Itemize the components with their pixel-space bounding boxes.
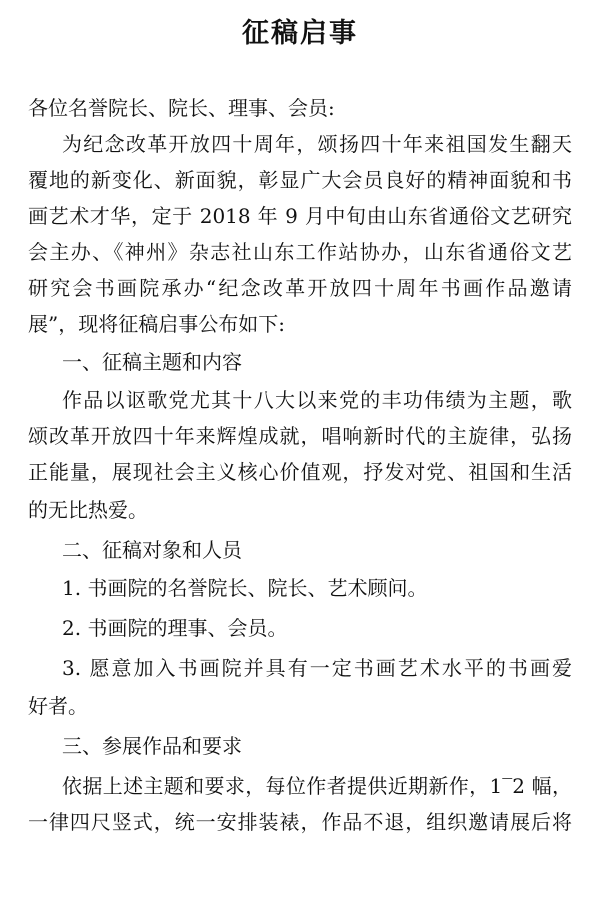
list-item: 1. 书画院的名誉院长、院长、艺术顾问。 — [62, 576, 428, 600]
paragraph-line: 为纪念改革开放四十周年，颂扬四十年来祖国发生翻天 — [62, 132, 572, 156]
list-item: 3. 愿意加入书画院并具有一定书画艺术水平的书画爱 — [62, 656, 572, 680]
list-item: 2. 书画院的理事、会员。 — [62, 616, 288, 640]
section-heading: 三、参展作品和要求 — [62, 734, 242, 758]
paragraph-line: 画艺术才华，定于 2018 年 9 月中旬由山东省通俗文艺研究 — [28, 204, 572, 228]
paragraph-line: 覆地的新变化、新面貌，彰显广大会员良好的精神面貌和书 — [28, 168, 572, 192]
list-item-continuation: 好者。 — [28, 694, 88, 718]
section-heading: 一、征稿主题和内容 — [62, 350, 242, 374]
paragraph-line: 依据上述主题和要求，每位作者提供近期新作，1‾2 幅， — [62, 774, 572, 798]
paragraph-line: 作品以讴歌党尤其十八大以来党的丰功伟绩为主题，歌 — [62, 388, 572, 412]
paragraph-line: 研究会书画院承办“纪念改革开放四十周年书画作品邀请 — [28, 276, 572, 300]
paragraph-line: 的无比热爱。 — [28, 498, 148, 522]
document-title: 征稿启事 — [242, 18, 358, 49]
section-heading: 二、征稿对象和人员 — [62, 538, 242, 562]
paragraph-line: 正能量，展现社会主义核心价值观，抒发对党、祖国和生活 — [28, 460, 572, 484]
paragraph-line: 一律四尺竖式，统一安排装裱，作品不退，组织邀请展后将 — [28, 810, 572, 834]
paragraph-line: 展”，现将征稿启事公布如下: — [28, 312, 285, 336]
salutation: 各位名誉院长、院长、理事、会员: — [28, 96, 335, 120]
paragraph-line: 颂改革开放四十年来辉煌成就，唱响新时代的主旋律，弘扬 — [28, 424, 572, 448]
paragraph-line: 会主办、《神州》杂志社山东工作站协办，山东省通俗文艺 — [28, 240, 572, 264]
